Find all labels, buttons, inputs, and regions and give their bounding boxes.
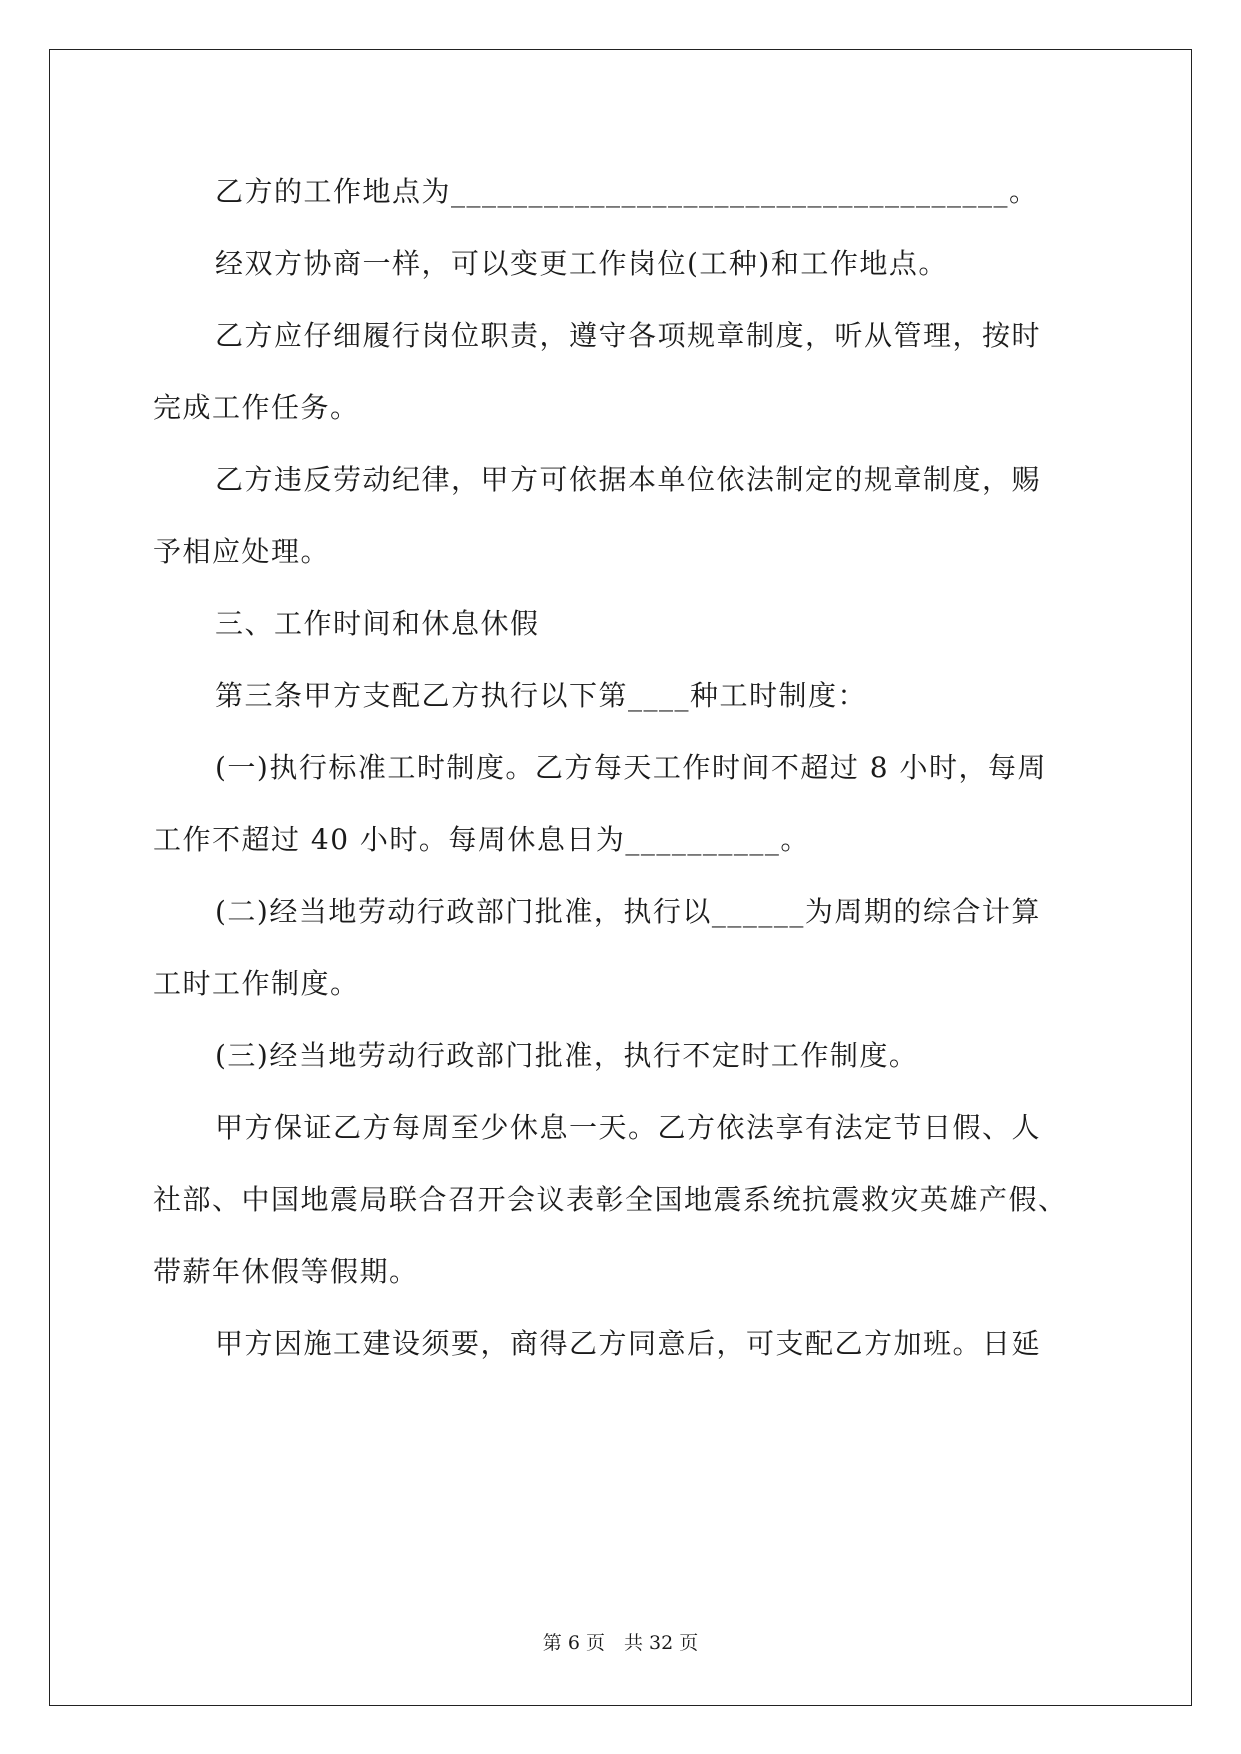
- text-line: 社部、中国地震局联合召开会议表彰全国地震系统抗震救灾英雄产假、: [153, 1183, 1068, 1216]
- text-line: 第三条甲方支配乙方执行以下第____种工时制度：: [215, 679, 868, 712]
- page-number: 第 6 页 共 32 页: [542, 1632, 699, 1654]
- text-line: 甲方保证乙方每周至少休息一天。乙方依法享有法定节日假、人: [215, 1111, 1042, 1144]
- text-line: (一)执行标准工时制度。乙方每天工作时间不超过 8 小时，每周: [215, 751, 1047, 784]
- text-line: 乙方违反劳动纪律，甲方可依据本单位依法制定的规章制度，赐: [215, 463, 1042, 496]
- page-frame: [49, 49, 1192, 1706]
- text-line: 带薪年休假等假期。: [153, 1255, 419, 1288]
- text-line: (二)经当地劳动行政部门批准，执行以______为周期的综合计算: [215, 895, 1041, 928]
- text-line: 乙方的工作地点为____________________________________。: [215, 175, 1039, 208]
- text-line: 工作不超过 40 小时。每周休息日为__________。: [153, 823, 810, 856]
- text-line: (三)经当地劳动行政部门批准，执行不定时工作制度。: [215, 1039, 919, 1072]
- section-heading: 三、工作时间和休息休假: [215, 607, 540, 640]
- text-line: 工时工作制度。: [153, 967, 360, 1000]
- text-line: 完成工作任务。: [153, 391, 360, 424]
- text-line: 经双方协商一样，可以变更工作岗位(工种)和工作地点。: [215, 247, 948, 280]
- text-line: 予相应处理。: [153, 535, 331, 568]
- text-line: 甲方因施工建设须要，商得乙方同意后，可支配乙方加班。日延: [215, 1327, 1042, 1360]
- text-line: 乙方应仔细履行岗位职责，遵守各项规章制度，听从管理，按时: [215, 319, 1042, 352]
